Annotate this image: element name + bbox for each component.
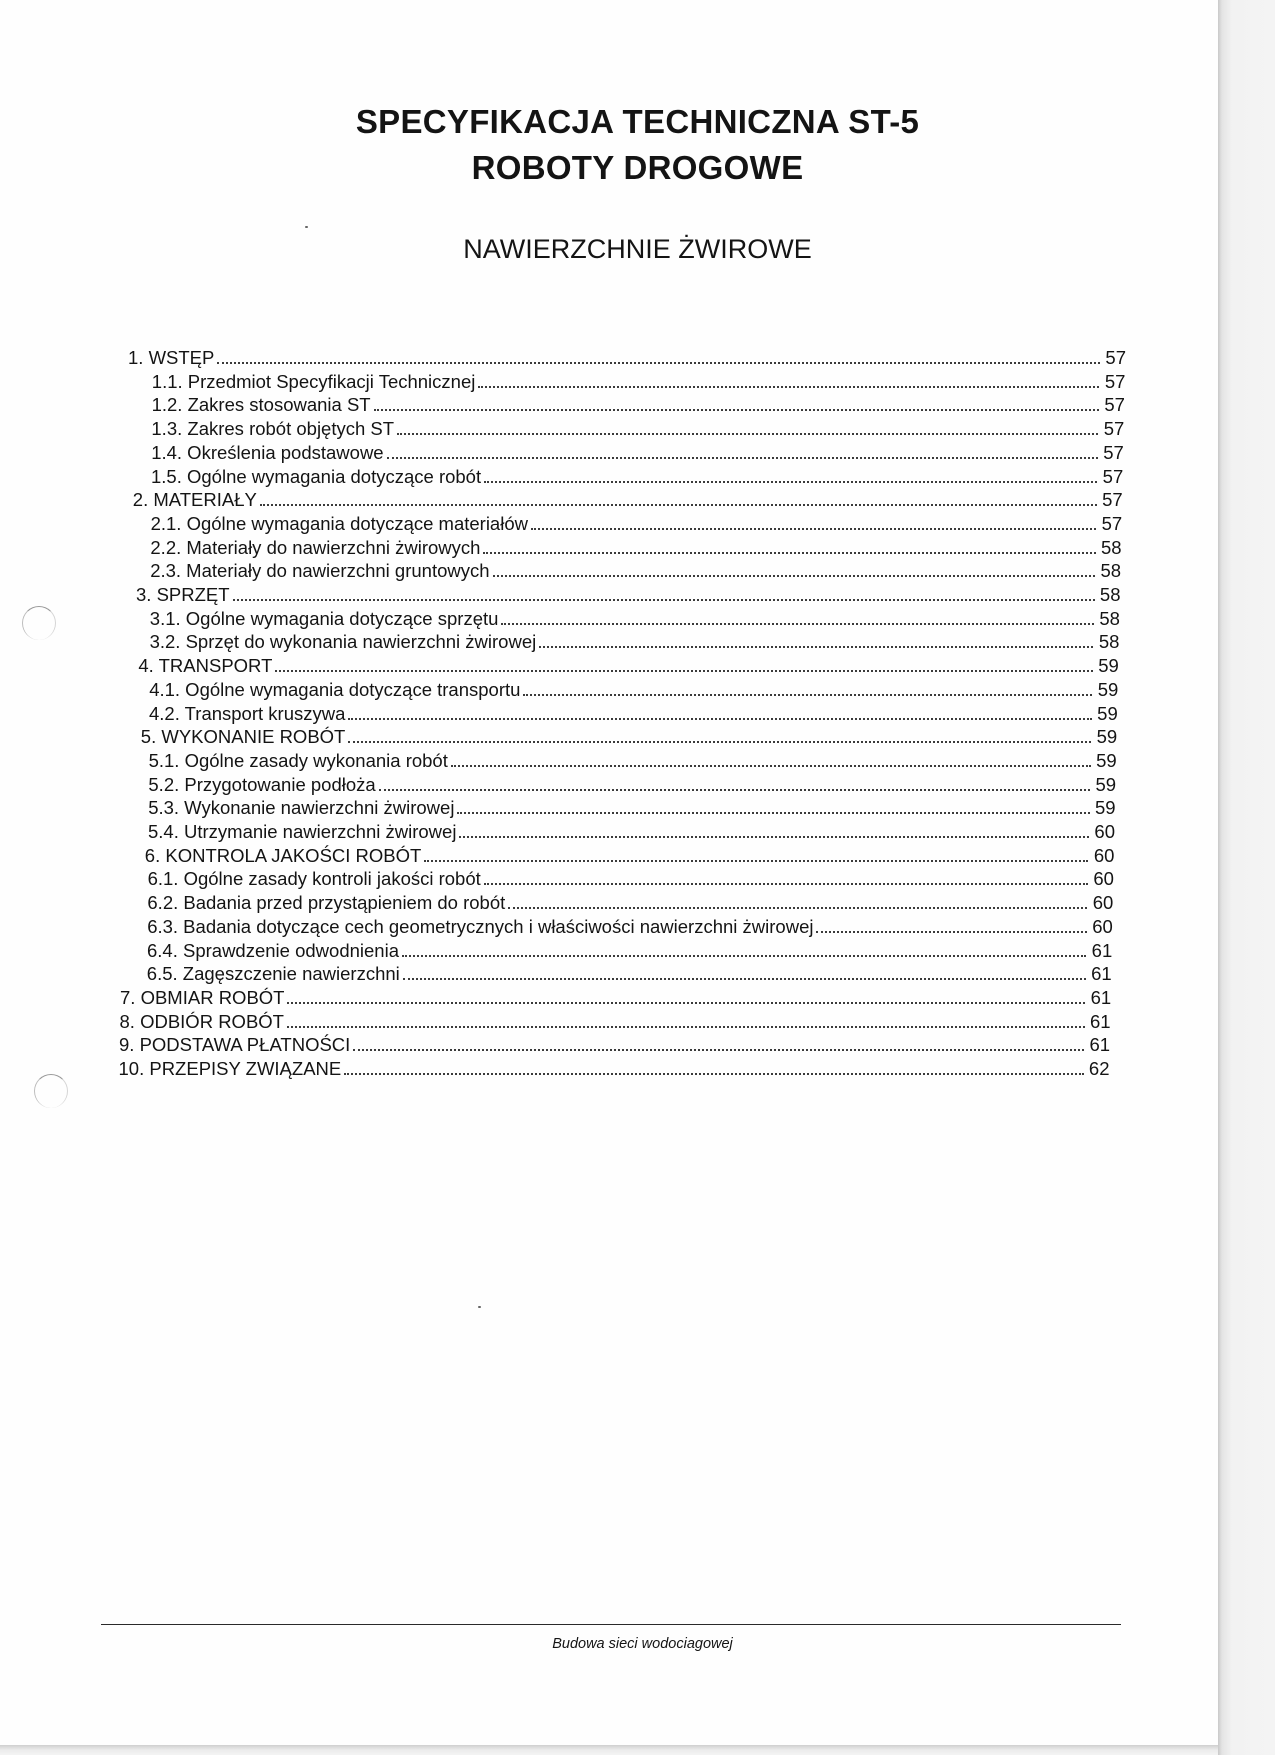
toc-dot-leader — [457, 812, 1089, 814]
toc-entry-page-number: 57 — [1101, 512, 1123, 534]
toc-dot-leader — [816, 931, 1086, 933]
toc-entry-page-number: 57 — [1102, 489, 1123, 511]
toc-entry — [120, 1009, 1111, 1033]
toc-entry-label: 6.3. Badania dotyczące cech geometrycznych i właściwości nawierzchni żwirowej — [147, 915, 814, 937]
toc-entry — [147, 961, 1112, 985]
toc-entry — [128, 345, 1126, 369]
toc-entry-label: 1.5. Ogólne wymagania dotyczące robót — [151, 465, 482, 487]
toc-dot-leader — [508, 907, 1087, 909]
toc-entry-label: 4.1. Ogólne wymagania dotyczące transportu — [149, 678, 521, 700]
toc-entry-page-number: 57 — [1103, 441, 1124, 463]
toc-entry — [119, 1056, 1110, 1080]
toc-entry-page-number: 57 — [1104, 394, 1125, 416]
toc-dot-leader — [287, 1002, 1085, 1004]
toc-entry — [133, 487, 1123, 511]
toc-dot-leader — [402, 955, 1086, 957]
toc-entry-page-number: 57 — [1102, 465, 1124, 487]
toc-entry-label: 5.3. Wykonanie nawierzchni żwirowej — [148, 797, 455, 819]
toc-entry-page-number: 61 — [1091, 939, 1113, 961]
toc-entry-page-number: 58 — [1099, 584, 1121, 605]
toc-dot-leader — [348, 718, 1091, 720]
toc-dot-leader — [379, 789, 1090, 791]
toc-entry-label: 6.5. Zagęszczenie nawierzchni — [146, 963, 400, 985]
toc-dot-leader — [353, 1049, 1084, 1051]
toc-dot-leader — [539, 646, 1093, 648]
toc-entry-label: 6.4. Sprawdzenie odwodnienia — [147, 939, 399, 961]
toc-entry-label: 4.2. Transport kruszywa — [149, 702, 346, 724]
toc-entry-page-number: 60 — [1093, 868, 1114, 890]
punch-hole-mark — [34, 1074, 68, 1108]
toc-entry-label: 1. WSTĘP — [128, 347, 215, 368]
toc-entry — [151, 440, 1124, 464]
toc-entry-page-number: 60 — [1092, 915, 1113, 937]
toc-entry-label: 10. PRZEPISY ZWIĄZANE — [118, 1058, 342, 1079]
toc-entry-label: 5.4. Utrzymanie nawierzchni żwirowej — [148, 821, 457, 842]
toc-entry — [152, 369, 1126, 393]
toc-entry-label: 1.3. Zakres robót objętych ST — [151, 418, 395, 440]
toc-entry-page-number: 59 — [1097, 678, 1119, 700]
scan-speck — [478, 1306, 481, 1308]
document-title: SPECYFIKACJA TECHNICZNA ST-5 — [355, 103, 920, 140]
toc-dot-leader — [233, 599, 1095, 601]
toc-entry-page-number: 58 — [1098, 631, 1120, 653]
toc-entry-page-number: 61 — [1090, 1010, 1111, 1032]
toc-dot-leader — [403, 978, 1086, 980]
toc-entry — [150, 629, 1120, 653]
toc-dot-leader — [483, 552, 1095, 554]
toc-entry — [150, 535, 1121, 559]
toc-dot-leader — [501, 623, 1094, 625]
toc-entry — [120, 985, 1111, 1009]
toc-entry-label: 2.3. Materiały do nawierzchni gruntowych — [150, 560, 490, 582]
toc-dot-leader — [344, 1073, 1083, 1075]
toc-entry-label: 6.2. Badania przed przystąpieniem do robót — [147, 892, 506, 914]
toc-dot-leader — [260, 504, 1097, 506]
toc-entry — [150, 558, 1121, 582]
toc-entry-page-number: 61 — [1091, 963, 1112, 985]
toc-entry-label: 1.1. Przedmiot Specyfikacji Technicznej — [151, 370, 476, 392]
toc-dot-leader — [287, 1026, 1085, 1028]
toc-entry — [150, 606, 1120, 630]
toc-entry — [152, 392, 1125, 416]
toc-entry-label: 2. MATERIAŁY — [132, 489, 257, 511]
toc-entry-page-number: 58 — [1099, 607, 1120, 629]
toc-entry-page-number: 61 — [1090, 986, 1112, 1008]
toc-entry-page-number: 57 — [1103, 418, 1125, 440]
toc-entry-page-number: 60 — [1094, 821, 1115, 842]
toc-entry — [141, 724, 1117, 748]
toc-entry-page-number: 59 — [1098, 655, 1119, 677]
toc-entry-label: 2.2. Materiały do nawierzchni żwirowych — [150, 536, 481, 558]
toc-dot-leader — [397, 433, 1098, 435]
toc-dot-leader — [275, 670, 1092, 672]
toc-entry — [136, 582, 1121, 606]
toc-entry — [148, 795, 1115, 819]
toc-entry-label: 5.1. Ogólne zasady wykonania robót — [148, 749, 448, 771]
toc-entry-page-number: 57 — [1105, 347, 1126, 368]
toc-entry-label: 3.1. Ogólne wymagania dotyczące sprzętu — [149, 607, 499, 629]
toc-entry-page-number: 62 — [1088, 1058, 1110, 1079]
toc-dot-leader — [348, 741, 1091, 743]
toc-dot-leader — [451, 765, 1091, 767]
toc-entry — [147, 890, 1113, 914]
toc-dot-leader — [217, 362, 1100, 364]
footer-text: Budowa sieci wodociagowej — [552, 1636, 733, 1652]
toc-entry-label: 3. SPRZĘT — [136, 584, 230, 605]
toc-entry-label: 6.1. Ogólne zasady kontroli jakości robót — [147, 868, 481, 890]
toc-dot-leader — [424, 860, 1088, 862]
toc-entry-page-number: 60 — [1092, 892, 1114, 914]
toc-dot-leader — [484, 883, 1088, 885]
toc-dot-leader — [493, 575, 1096, 577]
toc-entry-page-number: 58 — [1101, 536, 1122, 558]
toc-entry-label: 8. ODBIÓR ROBÓT — [119, 1010, 284, 1032]
toc-entry-page-number: 60 — [1093, 844, 1115, 866]
toc-entry — [149, 748, 1117, 772]
toc-dot-leader — [478, 386, 1099, 388]
toc-entry — [148, 819, 1115, 843]
toc-entry-label: 7. OBMIAR ROBÓT — [120, 986, 285, 1008]
toc-dot-leader — [387, 457, 1098, 459]
toc-entry — [148, 772, 1116, 796]
toc-entry-page-number: 59 — [1097, 702, 1118, 724]
toc-entry-label: 4. TRANSPORT — [138, 655, 273, 677]
toc-entry — [151, 511, 1123, 535]
toc-entry-label: 9. PODSTAWA PŁATNOŚCI — [119, 1034, 351, 1056]
toc-entry — [147, 914, 1113, 938]
toc-entry-page-number: 59 — [1094, 797, 1116, 819]
scan-edge-bottom — [0, 1745, 1218, 1755]
toc-dot-leader — [374, 409, 1099, 411]
toc-entry-label: 6. KONTROLA JAKOŚCI ROBÓT — [144, 844, 422, 866]
toc-dot-leader — [484, 481, 1097, 483]
toc-entry — [145, 843, 1115, 867]
toc-entry-label: 3.2. Sprzęt do wykonania nawierzchni żwirowej — [149, 631, 537, 653]
toc-entry — [149, 701, 1118, 725]
toc-entry-page-number: 59 — [1095, 773, 1117, 795]
toc-entry-label: 2.1. Ogólne wymagania dotyczące materiałów — [150, 512, 528, 534]
toc-entry — [119, 1032, 1110, 1056]
punch-hole-mark — [22, 606, 56, 640]
toc-entry-page-number: 59 — [1096, 726, 1118, 748]
toc-entry-label: 1.4. Określenia podstawowe — [151, 441, 384, 463]
toc-dot-leader — [523, 694, 1092, 696]
scan-speck — [305, 226, 308, 228]
toc-entry-page-number: 58 — [1100, 560, 1122, 582]
toc-entry — [147, 938, 1112, 962]
toc-entry — [138, 653, 1118, 677]
document-title-line-2: ROBOTY DROGOWE — [471, 149, 804, 186]
toc-entry — [148, 866, 1114, 890]
toc-entry-label: 5.2. Przygotowanie podłoża — [148, 773, 376, 795]
toc-entry — [151, 464, 1123, 488]
toc-entry — [151, 416, 1124, 440]
toc-entry — [149, 677, 1118, 701]
document-subtitle: NAWIERZCHNIE ŻWIROWE — [463, 234, 812, 264]
toc-dot-leader — [531, 528, 1096, 530]
toc-entry-page-number: 57 — [1104, 370, 1126, 392]
scan-edge-right — [1218, 0, 1275, 1755]
toc-entry-page-number: 59 — [1096, 749, 1117, 771]
footer-rule — [101, 1624, 1121, 1625]
toc-entry-label: 1.2. Zakres stosowania ST — [151, 394, 371, 416]
toc-entry-label: 5. WYKONANIE ROBÓT — [140, 726, 346, 748]
toc-entry-page-number: 61 — [1089, 1034, 1111, 1056]
toc-dot-leader — [459, 836, 1089, 838]
